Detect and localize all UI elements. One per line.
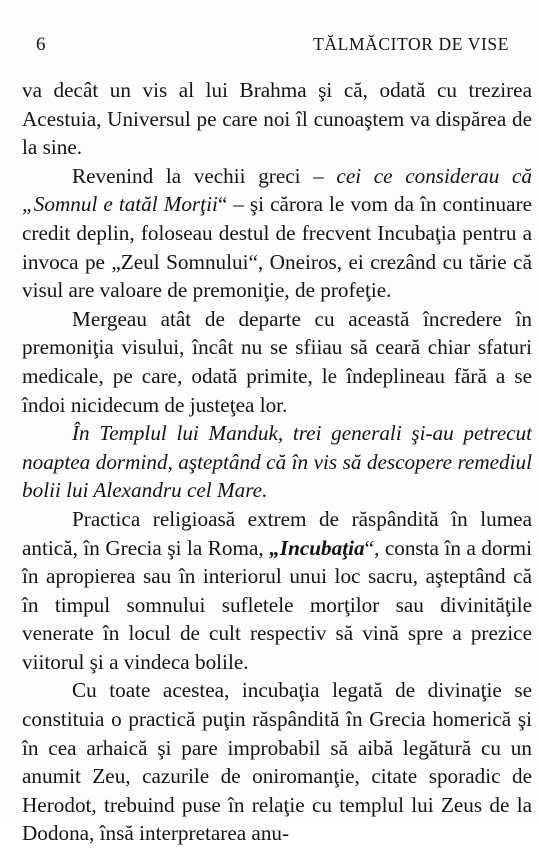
paragraph-6: Cu toate acestea, incubaţia legată de divinaţie se constituia o practică puţin răspândită în Grecia homerică şi în cea arhaică şi pare improbabil să aibă legătură cu un anumit Zeu, cazurile de oniromanţie, citate sporadic de Herodot, trebuind puse în relaţie cu templul lui Zeus de la Dodona, însă interpretarea anu- (22, 678, 532, 846)
running-title: TĂLMĂCITOR DE VISE (313, 34, 509, 54)
paragraph-4-italic: În Templul lui Manduk, trei generali şi-au petrecut noaptea dormind, aşteptând că în vis să descopere remediul bolii lui Alexandru cel Mare. (22, 421, 532, 503)
paragraph-2 (22, 162, 532, 305)
paragraph-3: Mergeau atât de departe cu această încredere în premoniţia visului, încât nu se sfiiau să ceară chiar sfaturi medicale, pe care, odată primite, le îndeplineau fără a se îndoi nicidecum de justeţea lor. (22, 306, 532, 417)
paragraph-1: va decât un vis al lui Brahma şi că, odată cu trezirea Acestuia, Universul pe care noi îl cunoaştem va dispărea de la sine. (22, 78, 532, 160)
paragraph-2-lead: Revenind la vechii greci – (72, 163, 337, 188)
paragraph-5 (22, 505, 532, 677)
body-text (22, 76, 532, 848)
paragraph-2-quote: cei ce considerau că „Somnul e tatăl Morţii (22, 163, 533, 217)
incubatia-term: „Incubaţia (269, 535, 365, 560)
paragraph-5-rest: “, consta în a dormi în apropierea sau în interiorul unui loc sacru, aşteptând că în timpul somnului sufletele morţilor sau divinităţile venerate în locul de cult respectiv să vină spre a prezice viitorul şi a vindeca bolile. (22, 535, 532, 674)
paragraph-2-rest: “ – şi cărora le vom da în continuare credit deplin, foloseau destul de frecvent Incubaţia pentru a invoca pe „Zeul Somnului“, Oneiros, ei crezând cu tărie că visul are valoare de premoniţie, de profeţie. (22, 192, 532, 303)
page-header (36, 34, 509, 56)
page-number: 6 (36, 34, 46, 55)
paragraph-5-lead: Practica religioasă extrem de răspândită în lumea antică, în Grecia şi la Roma, (22, 506, 532, 560)
